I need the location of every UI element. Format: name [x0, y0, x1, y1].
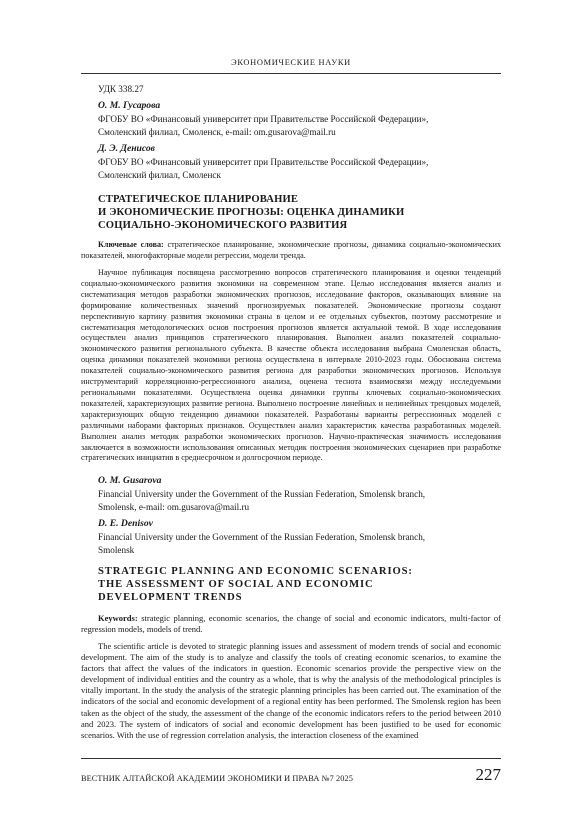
- title-line: И ЭКОНОМИЧЕСКИЕ ПРОГНОЗЫ: ОЦЕНКА ДИНАМИКИ: [98, 207, 405, 219]
- keywords-label: Keywords:: [98, 613, 138, 623]
- author-ru-1-name: О. М. Гусарова: [98, 100, 161, 111]
- udc-code: УДК 338.27: [98, 84, 144, 94]
- title-line: STRATEGIC PLANNING AND ECONOMIC SCENARIOS:: [98, 566, 413, 577]
- affiliation-line: Smolensk, e-mail: om.gusarova@mail.ru: [98, 501, 250, 512]
- footer-divider: [81, 758, 501, 759]
- abstract-text: Научное публикация посвящена рассмотрению вопросов стратегического планирования и оценки тенденций социально-экономического развития экономики на современном этапе. Целью исследования является анализ и систематизация методов разработки экономических прогнозов, исследование факторов, оказывающих влияние на формирование количественных значений прогнозируемых показателей. Экономические прогнозы создают перспективную картину развития экономики страны в целом и ее отдельных субъектов, поэтому рассмотрение и систематизация методологических основ построения прогнозов является актуальной темой. В ходе исследования осуществлен анализ принципов стратегического планирования. Выполнен анализ показателей социально-экономического развития регионального субъекта. В качестве объекта исследования выбрана Смоленская область, оценка динамики показателей экономики региона осуществлена в интервале 2010-2023 годы. Обоснована система показателей социально-экономического развития региона для разработки экономических прогнозов. Используя инструментарий корреляционно-регрессионного анализа, оценена теснота взаимосвязи между исследуемыми региональными показателями. Осуществлена оценка динамики группы ключевых социально-экономических показателей, характеризующих развитие региона. Выполнено построение линейных и нелинейных трендовых моделей, характеризующих общую тенденцию динамики показателей. Разработаны варианты регрессионных моделей с различными наборами факторных признаков. Осуществлен анализ характеристик качества разработанных моделей. Выполнен анализ методик разработки экономических прогнозов. Научно-практическая значимость исследования заключается в возможности использования описанных методик построения экономических сценариев при разработке стратегических инициатив в среднесрочном и долгосрочном периоде.: [81, 268, 501, 463]
- author-en-1-affiliation: [98, 488, 493, 513]
- header-divider: [81, 73, 501, 74]
- running-head: ЭКОНОМИЧЕСКИЕ НАУКИ: [231, 58, 351, 67]
- keywords-en: [81, 613, 501, 635]
- author-ru-2-name: Д. Э. Денисов: [98, 143, 155, 154]
- affiliation-line: Financial University under the Government of the Russian Federation, Smolensk branch,: [98, 489, 426, 499]
- title-line: СТРАТЕГИЧЕСКОЕ ПЛАНИРОВАНИЕ: [98, 194, 299, 205]
- abstract-en: [81, 641, 501, 741]
- author-en-1-name: O. M. Gusarova: [98, 475, 162, 486]
- title-line: DEVELOPMENT TRENDS: [98, 592, 243, 604]
- author-ru-2-affiliation: [98, 156, 493, 181]
- affiliation-line: ФГОБУ ВО «Финансовый университет при Правительстве Российской Федерации»,: [98, 114, 429, 124]
- keywords-text: strategic planning, economic scenarios, the change of social and economic indicators, multi-factor of regression models, models of trend.: [81, 613, 501, 635]
- keywords-ru: [81, 240, 501, 262]
- keywords-text: стратегическое планирование, экономические прогнозы, динамика социально-экономических показателей, многофакторные модели регрессии, модели тренда.: [81, 240, 502, 260]
- affiliation-line: Financial University under the Government of the Russian Federation, Smolensk branch,: [98, 532, 426, 542]
- footer-journal-name: ВЕСТНИК АЛТАЙСКОЙ АКАДЕМИИ ЭКОНОМИКИ И ПРАВА №7 2025: [81, 774, 354, 783]
- affiliation-line: Смоленский филиал, Смоленск: [98, 169, 221, 180]
- author-en-2-affiliation: [98, 531, 493, 556]
- article-title-ru: [98, 193, 488, 233]
- journal-page: [81, 0, 501, 820]
- affiliation-line: ФГОБУ ВО «Финансовый университет при Правительстве Российской Федерации»,: [98, 157, 429, 167]
- keywords-label: Ключевые слова:: [98, 240, 164, 249]
- abstract-ru: [81, 268, 501, 464]
- affiliation-line: Smolensk: [98, 544, 135, 555]
- abstract-text: The scientific article is devoted to strategic planning issues and assessment of modern trends of social and economic development. The aim of the study is to analyze and classify the tools of creating economic scenarios, to examine the factors that affect the values of the indicators in question. Economic scenarios provide the perspective view on the development of individual entities and the country as a whole, that is why the analysis of the methodological principles is vitally important. In the study the analysis of the strategic planning principles has been carried out. The examination of the indicators of the social and economic development of a regional entity has been performed. The Smolensk region has been taken as the object of the study, the assessment of the change of the economic indicators refers to the period between 2010 and 2023. The system of indicators of social and economic development has been justified to be used for economic scenarios. With the use of regression correlation analysis, the interaction closeness of the examined: [81, 641, 501, 740]
- author-ru-1-affiliation: [98, 113, 493, 138]
- title-line: THE ASSESSMENT OF SOCIAL AND ECONOMIC: [98, 579, 374, 591]
- article-title-en: [98, 565, 488, 605]
- author-en-2-name: D. E. Denisov: [98, 518, 153, 529]
- page-number: 227: [475, 765, 501, 784]
- affiliation-line: Смоленский филиал, Смоленск, e-mail: om.gusarova@mail.ru: [98, 126, 336, 137]
- title-line: СОЦИАЛЬНО-ЭКОНОМИЧЕСКОГО РАЗВИТИЯ: [98, 220, 348, 232]
